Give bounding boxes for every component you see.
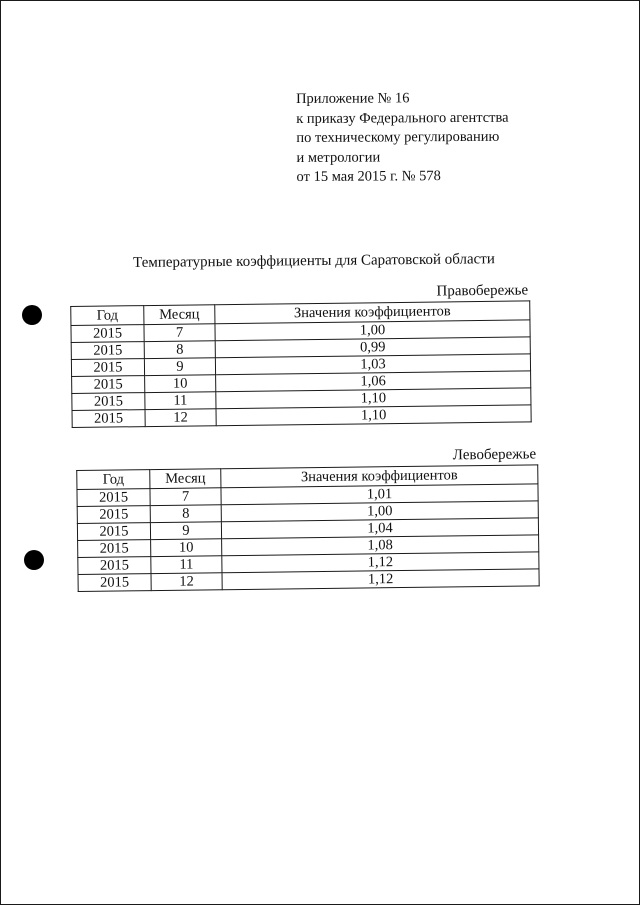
column-header-month: Месяц <box>144 305 215 325</box>
cell-year: 2015 <box>77 506 150 524</box>
punch-hole-mark <box>22 305 42 325</box>
cell-month: 7 <box>150 488 221 506</box>
coefficients-table <box>76 464 539 592</box>
order-reference-line: по техническому регулированию <box>296 128 500 146</box>
cell-month: 10 <box>151 539 222 557</box>
cell-year: 2015 <box>72 376 145 394</box>
cell-month: 11 <box>145 392 216 410</box>
cell-year: 2015 <box>77 489 150 507</box>
cell-year: 2015 <box>78 557 151 575</box>
cell-year: 2015 <box>71 359 144 377</box>
column-header-value: Значения коэффициентов <box>221 465 538 488</box>
order-date-line: от 15 мая 2015 г. № 578 <box>296 168 441 185</box>
cell-value: 1,00 <box>215 320 530 341</box>
right-bank-section <box>70 281 532 428</box>
cell-month: 10 <box>145 375 216 393</box>
order-reference-line: к приказу Федерального агентства <box>296 109 509 127</box>
cell-value: 1,10 <box>216 388 531 409</box>
section-label: Правобережье <box>436 282 529 300</box>
cell-value: 1,12 <box>222 569 539 590</box>
cell-year: 2015 <box>72 393 145 411</box>
column-header-year: Год <box>77 470 150 490</box>
appendix-number: Приложение № 16 <box>296 90 410 107</box>
cell-value: 0,99 <box>215 337 530 358</box>
order-reference-line: и метрологии <box>296 148 381 166</box>
cell-month: 8 <box>144 341 215 359</box>
cell-value: 1,00 <box>221 501 538 522</box>
cell-month: 12 <box>151 573 222 591</box>
cell-year: 2015 <box>71 342 144 360</box>
cell-year: 2015 <box>77 523 150 541</box>
cell-month: 11 <box>151 556 222 574</box>
document-title: Температурные коэффициенты для Саратовской области <box>133 251 495 271</box>
cell-value: 1,03 <box>215 354 530 375</box>
cell-month: 9 <box>144 358 215 376</box>
cell-value: 1,04 <box>221 518 538 539</box>
cell-value: 1,01 <box>221 484 538 505</box>
cell-year: 2015 <box>72 410 145 428</box>
cell-month: 12 <box>145 409 216 427</box>
cell-month: 7 <box>144 324 215 342</box>
column-header-month: Месяц <box>150 469 221 489</box>
column-header-year: Год <box>71 306 144 326</box>
cell-value: 1,08 <box>222 535 539 556</box>
coefficients-table <box>70 300 531 428</box>
cell-value: 1,12 <box>222 552 539 573</box>
cell-value: 1,06 <box>216 371 531 392</box>
left-bank-section <box>76 445 540 592</box>
cell-year: 2015 <box>78 574 151 592</box>
section-label: Левобережье <box>452 446 537 464</box>
cell-year: 2015 <box>78 540 151 558</box>
cell-month: 9 <box>150 522 221 540</box>
appendix-header <box>296 89 509 188</box>
punch-hole-mark <box>24 550 44 570</box>
cell-year: 2015 <box>71 325 144 343</box>
column-header-value: Значения коэффициентов <box>215 301 530 324</box>
cell-value: 1,10 <box>216 405 531 426</box>
cell-month: 8 <box>150 505 221 523</box>
